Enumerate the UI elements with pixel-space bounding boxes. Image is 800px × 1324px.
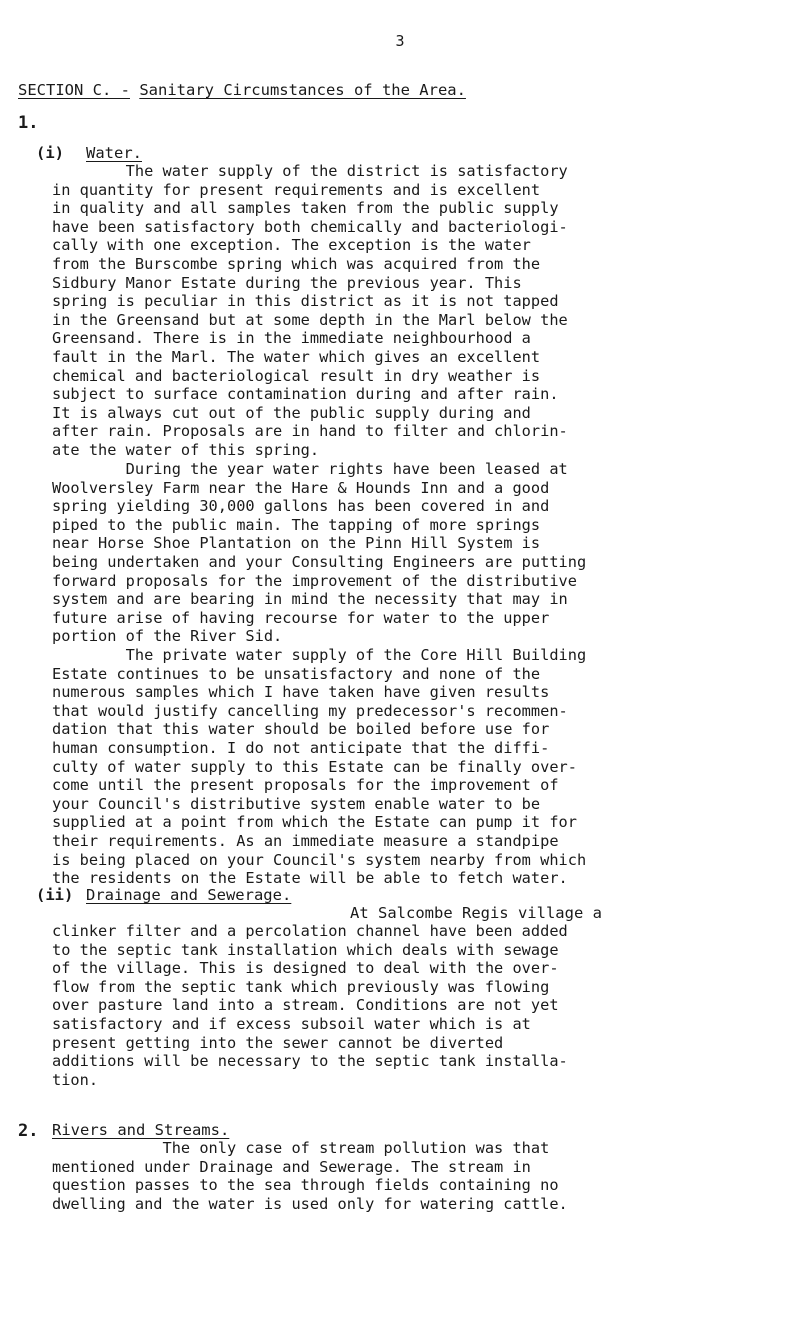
water-heading: Water. bbox=[86, 144, 142, 162]
water-paragraph-2: During the year water rights have been leased at Woolversley Farm near the Hare & Hounds Inn and a good spring yielding 30,000 gallons has been covered in and piped to the public main. The tapping of more springs near Horse Shoe Plantation on the Pinn Hill System is being undertaken and your Consulting Engineers are putting forward proposals for the improvement of the distributive system and are bearing in mind the necessity that may in future arise of having recourse for water to the upper portion of the River Sid. bbox=[52, 460, 587, 646]
rivers-heading: Rivers and Streams. bbox=[52, 1121, 230, 1139]
water-paragraph-3: The private water supply of the Core Hill Building Estate continues to be unsatisfactory and none of the numerous samples which I have taken have given results that would justify cancelling my predecessor's recommen- dation that this water should be boiled before use for human consumption. I do not anticipate that the diffi- culty of water supply to this Estate can be finally over- come until the present proposals for the improvement of your Council's distributive system enable water to be supplied at a point from which the Estate can pump it for their requirements. As an immediate measure a standpipe is being placed on your Council's system nearby from which the residents on the Estate will be able to fetch water. bbox=[52, 646, 587, 888]
section-heading bbox=[18, 81, 466, 99]
section-title: Sanitary Circumstances of the Area. bbox=[139, 81, 466, 99]
water-paragraph-1: The water supply of the district is satisfactory in quantity for present requirements and is excellent in quality and all samples taken from the public supply have been satisfactory both chemically and bacteriologi- cally with one exception. The exception is the water from the Burscombe spring which was acquired from the Sidbury Manor Estate during the previous year. This spring is peculiar in this district as it is not tapped in the Greensand but at some depth in the Marl below the Greensand. There is in the immediate neighbourhood a fault in the Marl. The water which gives an excellent chemical and bacteriological result in dry weather is subject to surface contamination during and after rain. It is always cut out of the public supply during and after rain. Proposals are in hand to filter and chlorin- ate the water of this spring. bbox=[52, 162, 568, 459]
page-number: 3 bbox=[395, 32, 405, 50]
drainage-body: clinker filter and a percolation channel have been added to the septic tank installation which deals with sewage of the village. This is designed to deal with the over- flow from the septic tank which previously was flowing over pasture land into a stream. Conditions are not yet satisfactory and if excess subsoil water which is at present getting into the sewer cannot be diverted additions will be necessary to the septic tank installa- tion. bbox=[52, 922, 568, 1089]
drainage-first-line: At Salcombe Regis village a bbox=[350, 904, 602, 922]
water-label: (i) bbox=[36, 144, 64, 162]
rivers-body: The only case of stream pollution was that mentioned under Drainage and Sewerage. The stream in question passes to the sea through fields containing no dwelling and the water is used only for watering cattle. bbox=[52, 1139, 568, 1213]
item-1-number: 1. bbox=[18, 113, 39, 133]
section-label: SECTION C. - bbox=[18, 81, 130, 99]
item-2-number: 2. bbox=[18, 1121, 39, 1141]
drainage-heading: Drainage and Sewerage. bbox=[86, 886, 292, 904]
drainage-label: (ii) bbox=[36, 886, 74, 904]
